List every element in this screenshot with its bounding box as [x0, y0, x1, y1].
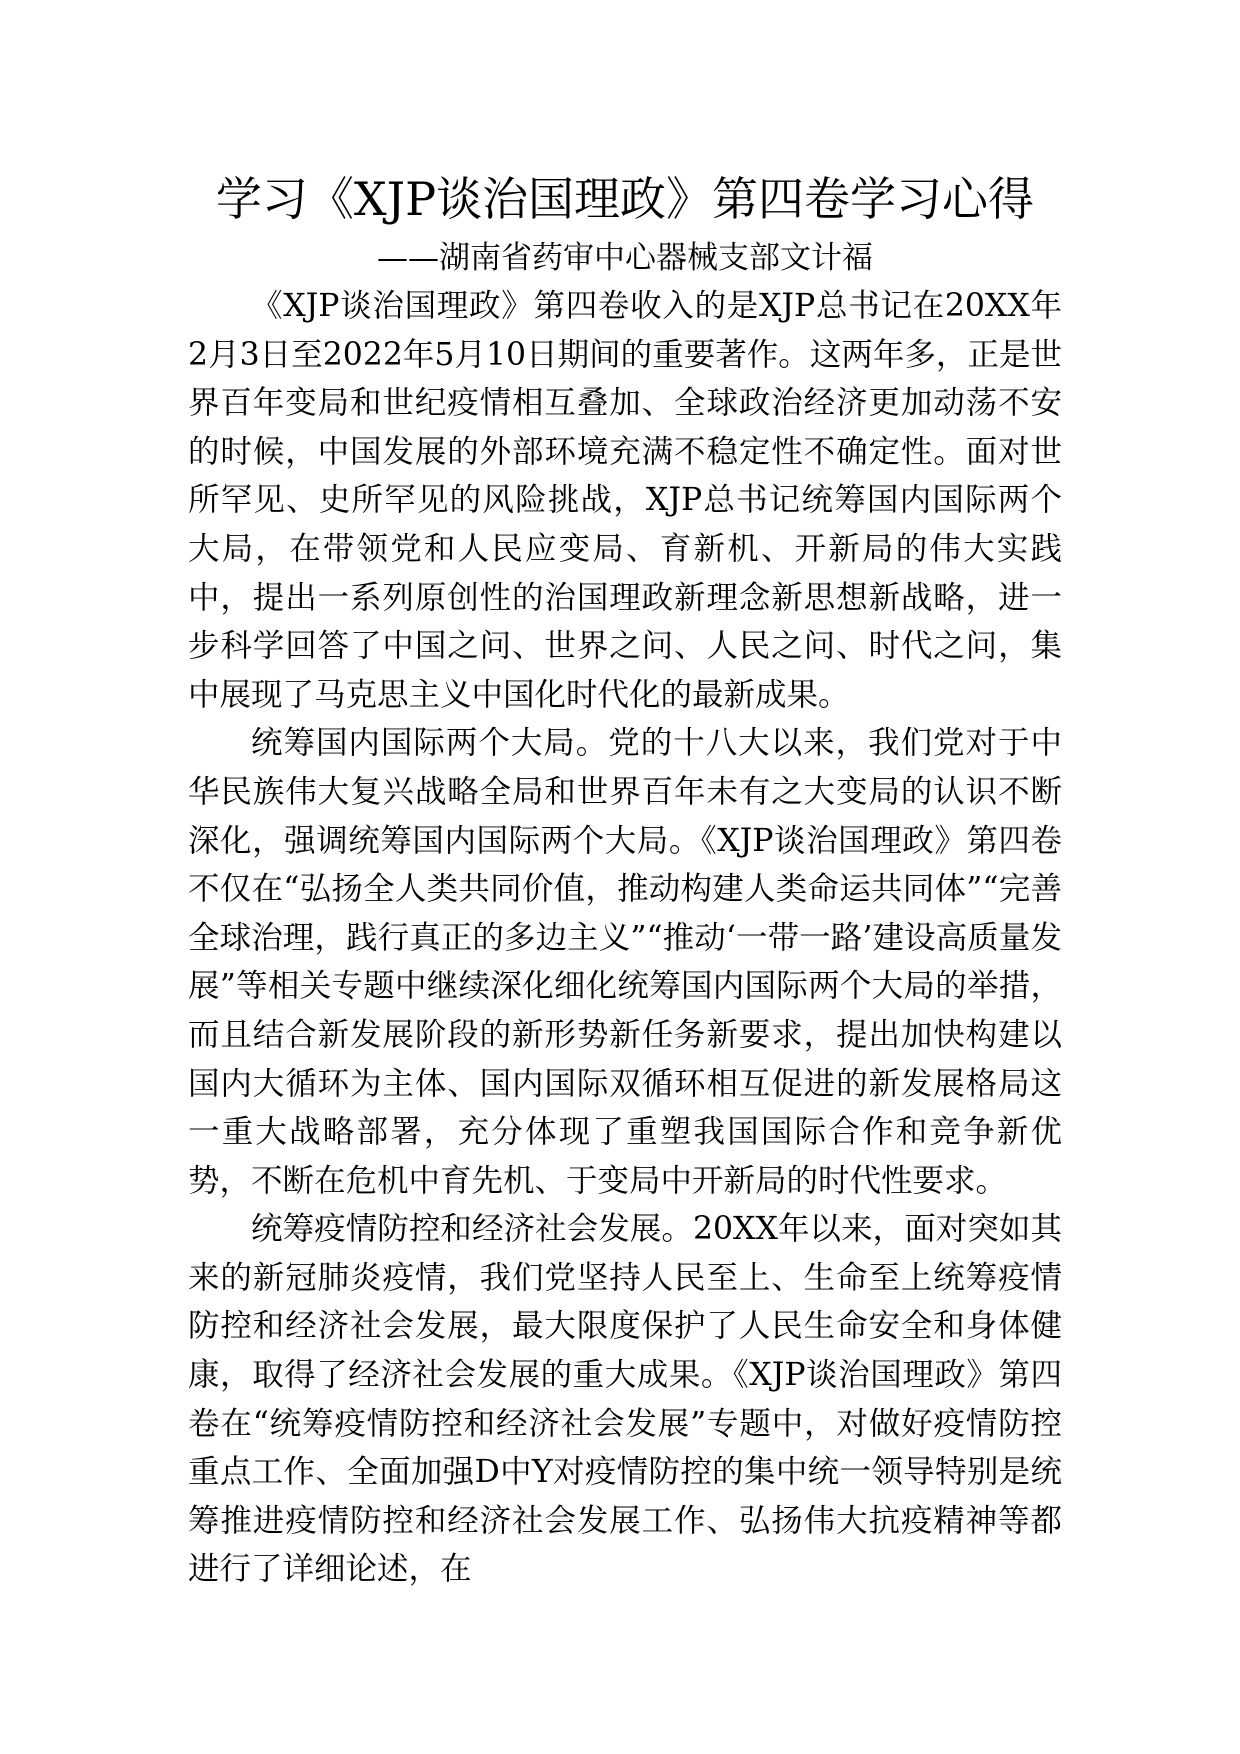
- paragraph-intro: 《XJP谈治国理政》第四卷收入的是XJP总书记在20XX年2月3日至2022年5月10日期间的重要著作。这两年多，正是世界百年变局和世纪疫情相互叠加、全球政治经济更加动荡不安的时候，中国发展的外部环境充满不稳定性不确定性。面对世所罕见、史所罕见的风险挑战，XJP总书记统筹国内国际两个大局，在带领党和人民应变局、育新机、开新局的伟大实践中，提出一系列原创性的治国理政新理念新思想新战略，进一步科学回答了中国之问、世界之问、人民之问、时代之问，集中展现了马克思主义中国化时代化的最新成果。: [188, 288, 1062, 713]
- paragraph-domestic-international: 统筹国内国际两个大局。党的十八大以来，我们党对于中华民族伟大复兴战略全局和世界百年未有之大变局的认识不断深化，强调统筹国内国际两个大局。《XJP谈治国理政》第四卷不仅在“弘扬全人类共同价值，推动构建人类命运共同体”“完善全球治理，践行真正的多边主义”“推动‘一带一路’建设高质量发展”等相关专题中继续深化细化统筹国内国际两个大局的举措，而且结合新发展阶段的新形势新任务新要求，提出加快构建以国内大循环为主体、国内国际双循环相互促进的新发展格局这一重大战略部署，充分体现了重塑我国国际合作和竞争新优势，不断在危机中育先机、于变局中开新局的时代性要求。: [188, 725, 1062, 1199]
- document-title: 学习《XJP谈治国理政》第四卷学习心得: [215, 172, 1035, 226]
- document-content: [188, 168, 1062, 1594]
- paragraph-epidemic-economy: 统筹疫情防控和经济社会发展。20XX年以来，面对突如其来的新冠肺炎疫情，我们党坚持人民至上、生命至上统筹疫情防控和经济社会发展，最大限度保护了人民生命安全和身体健康，取得了经济社会发展的重大成果。《XJP谈治国理政》第四卷在“统筹疫情防控和经济社会发展”专题中，对做好疫情防控重点工作、全面加强D中Y对疫情防控的集中统一领导特别是统筹推进疫情防控和经济社会发展工作、弘扬伟大抗疫精神等都进行了详细论述，在: [188, 1211, 1062, 1588]
- document-subtitle-author: ——湖南省药审中心器械支部文计福: [377, 240, 873, 276]
